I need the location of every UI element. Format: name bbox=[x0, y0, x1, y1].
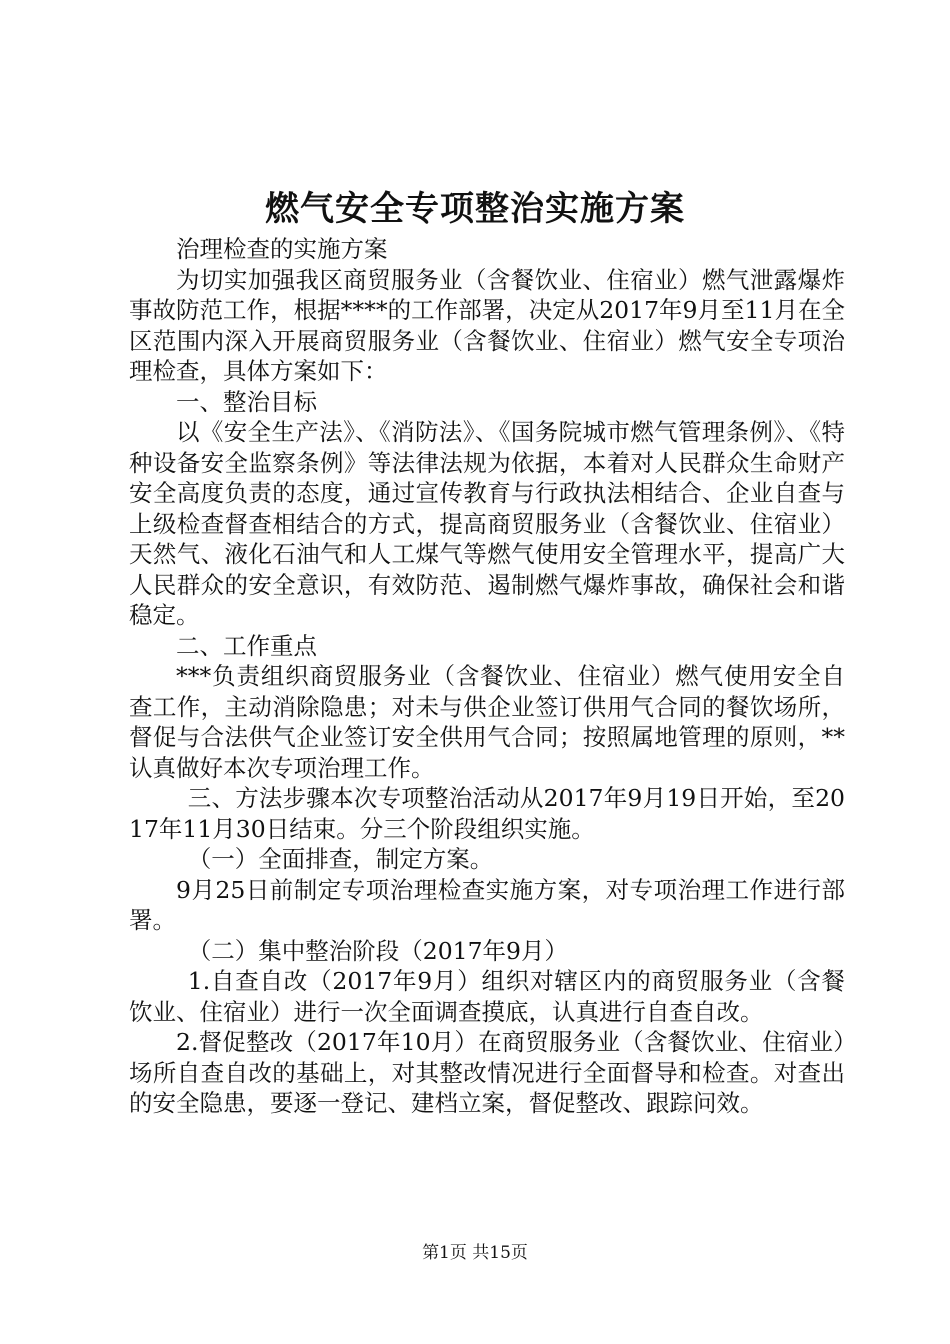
paragraph-supervision: 2.督促整改（2017年10月）在商贸服务业（含餐饮业、住宿业）场所自查自改的基础上，对其整改情况进行全面督导和检查。对查出的安全隐患，要逐一登记、建档立案，督促整改、跟踪问效。 bbox=[129, 1028, 845, 1117]
page-footer: 第1页 共15页 bbox=[422, 1243, 528, 1263]
section-heading-focus: 二、工作重点 bbox=[176, 631, 317, 660]
paragraph-self-check: 1.自查自改（2017年9月）组织对辖区内的商贸服务业（含餐饮业、住宿业）进行一次全面调查摸底，认真进行自查自改。 bbox=[129, 967, 845, 1026]
subsection-heading-2: （二）集中整治阶段（2017年9月） bbox=[187, 936, 569, 965]
document-body bbox=[129, 234, 845, 1119]
subsection-heading-1: （一）全面排查，制定方案。 bbox=[187, 845, 494, 873]
document-title: 燃气安全专项整治实施方案 bbox=[265, 189, 685, 229]
paragraph-steps: 三、方法步骤本次专项整治活动从2017年9月19日开始，至2017年11月30日结束。分三个阶段组织实施。 bbox=[129, 784, 845, 843]
section-heading-goals: 一、整治目标 bbox=[176, 387, 317, 416]
paragraph-subtitle: 治理检查的实施方案 bbox=[176, 235, 388, 263]
paragraph-phase-1: 9月25日前制定专项治理检查实施方案，对专项治理工作进行部署。 bbox=[129, 875, 845, 934]
paragraph-goals: 以《安全生产法》、《消防法》、《国务院城市燃气管理条例》、《特种设备安全监察条例》等法律法规为依据，本着对人民群众生命财产安全高度负责的态度，通过宣传教育与行政执法相结合、企业自查与上级检查督查相结合的方式，提高商贸服务业（含餐饮业、住宿业）天然气、液化石油气和人工煤气等燃气使用安全管理水平，提高广大人民群众的安全意识，有效防范、遏制燃气爆炸事故，确保社会和谐稳定。 bbox=[129, 418, 845, 629]
paragraph-intro: 为切实加强我区商贸服务业（含餐饮业、住宿业）燃气泄露爆炸事故防范工作，根据****的工作部署，决定从2017年9月至11月在全区范围内深入开展商贸服务业（含餐饮业、住宿业）燃气安全专项治理检查，具体方案如下： bbox=[129, 265, 845, 385]
paragraph-focus: ***负责组织商贸服务业（含餐饮业、住宿业）燃气使用安全自查工作，主动消除隐患；对未与供企业签订供用气合同的餐饮场所，督促与合法供气企业签订安全供用气合同；按照属地管理的原则，**认真做好本次专项治理工作。 bbox=[129, 662, 845, 782]
